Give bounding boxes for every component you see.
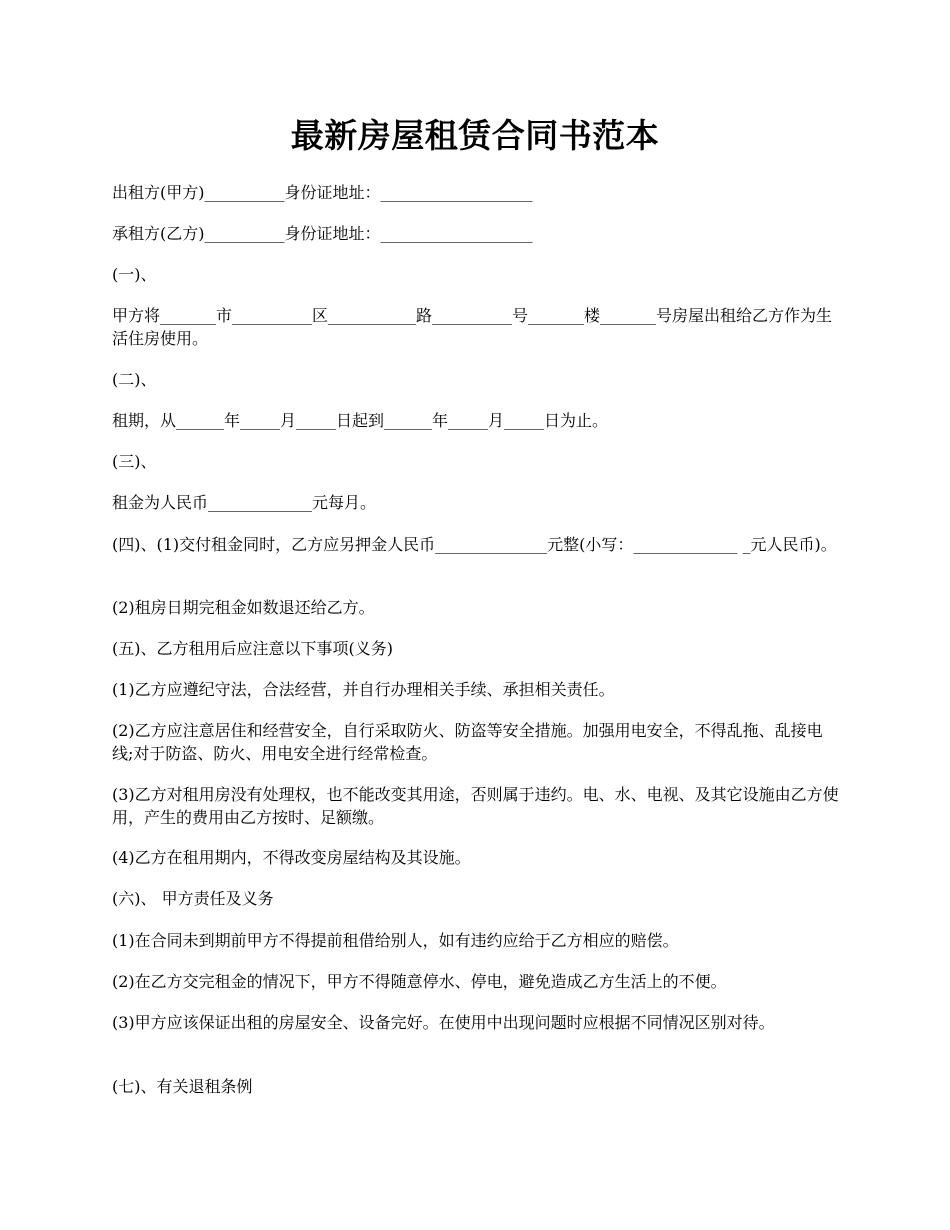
lease-term-clause: 租期，从______年_____月_____日起到______年_____月_____日为止。 bbox=[112, 411, 609, 430]
lessee-duty-4: (4)乙方在租用期内，不得改变房屋结构及其设施。 bbox=[112, 848, 471, 867]
section-heading-3: (三)、 bbox=[112, 452, 157, 471]
section-heading-7: (七)、有关退租条例 bbox=[112, 1077, 253, 1096]
lessee-duty-2: (2)乙方应注意居住和经营安全，自行采取防火、防盗等安全措施。加强用电安全，不得乱拖、乱接电线;对于防盗、防火、用电安全进行经常检查。 bbox=[112, 721, 823, 763]
section-heading-6: (六)、 甲方责任及义务 bbox=[112, 889, 274, 908]
section-heading-5: (五)、乙方租用后应注意以下事项(义务) bbox=[112, 639, 393, 658]
lessor-duty-3: (3)甲方应该保证出租的房屋安全、设备完好。在使用中出现问题时应根据不同情况区别对待。 bbox=[112, 1013, 775, 1032]
lessor-line: 出租方(甲方)__________身份证地址：___________________ bbox=[112, 183, 533, 202]
section-heading-1: (一)、 bbox=[112, 265, 157, 284]
deposit-refund-clause: (2)租房日期完租金如数退还给乙方。 bbox=[112, 598, 375, 617]
deposit-clause: (四)、(1)交付租金同时，乙方应另押金人民币______________元整(小写：_____________ _元人民币)。 bbox=[112, 535, 837, 554]
lessor-duty-1: (1)在合同未到期前甲方不得提前租借给别人，如有违约应给于乙方相应的赔偿。 bbox=[112, 931, 679, 950]
lessee-duty-1: (1)乙方应遵纪守法，合法经营，并自行办理相关手续、承担相关责任。 bbox=[112, 680, 615, 699]
property-location-clause: 甲方将_______市__________区___________路__________号_______楼_______号房屋出租给乙方作为生活住房使用。 bbox=[112, 306, 833, 348]
rent-amount-clause: 租金为人民币_____________元每月。 bbox=[112, 493, 377, 512]
lessor-duty-2: (2)在乙方交完租金的情况下，甲方不得随意停水、停电，避免造成乙方生活上的不便。 bbox=[112, 972, 727, 991]
document-title: 最新房屋租赁合同书范本 bbox=[290, 116, 660, 155]
section-heading-2: (二)、 bbox=[112, 370, 157, 389]
lessee-line: 承租方(乙方)__________身份证地址：___________________ bbox=[112, 224, 533, 243]
lessee-duty-3: (3)乙方对租用房没有处理权，也不能改变其用途，否则属于违约。电、水、电视、及其它设施由乙方使用，产生的费用由乙方按时、足额缴。 bbox=[112, 785, 839, 827]
